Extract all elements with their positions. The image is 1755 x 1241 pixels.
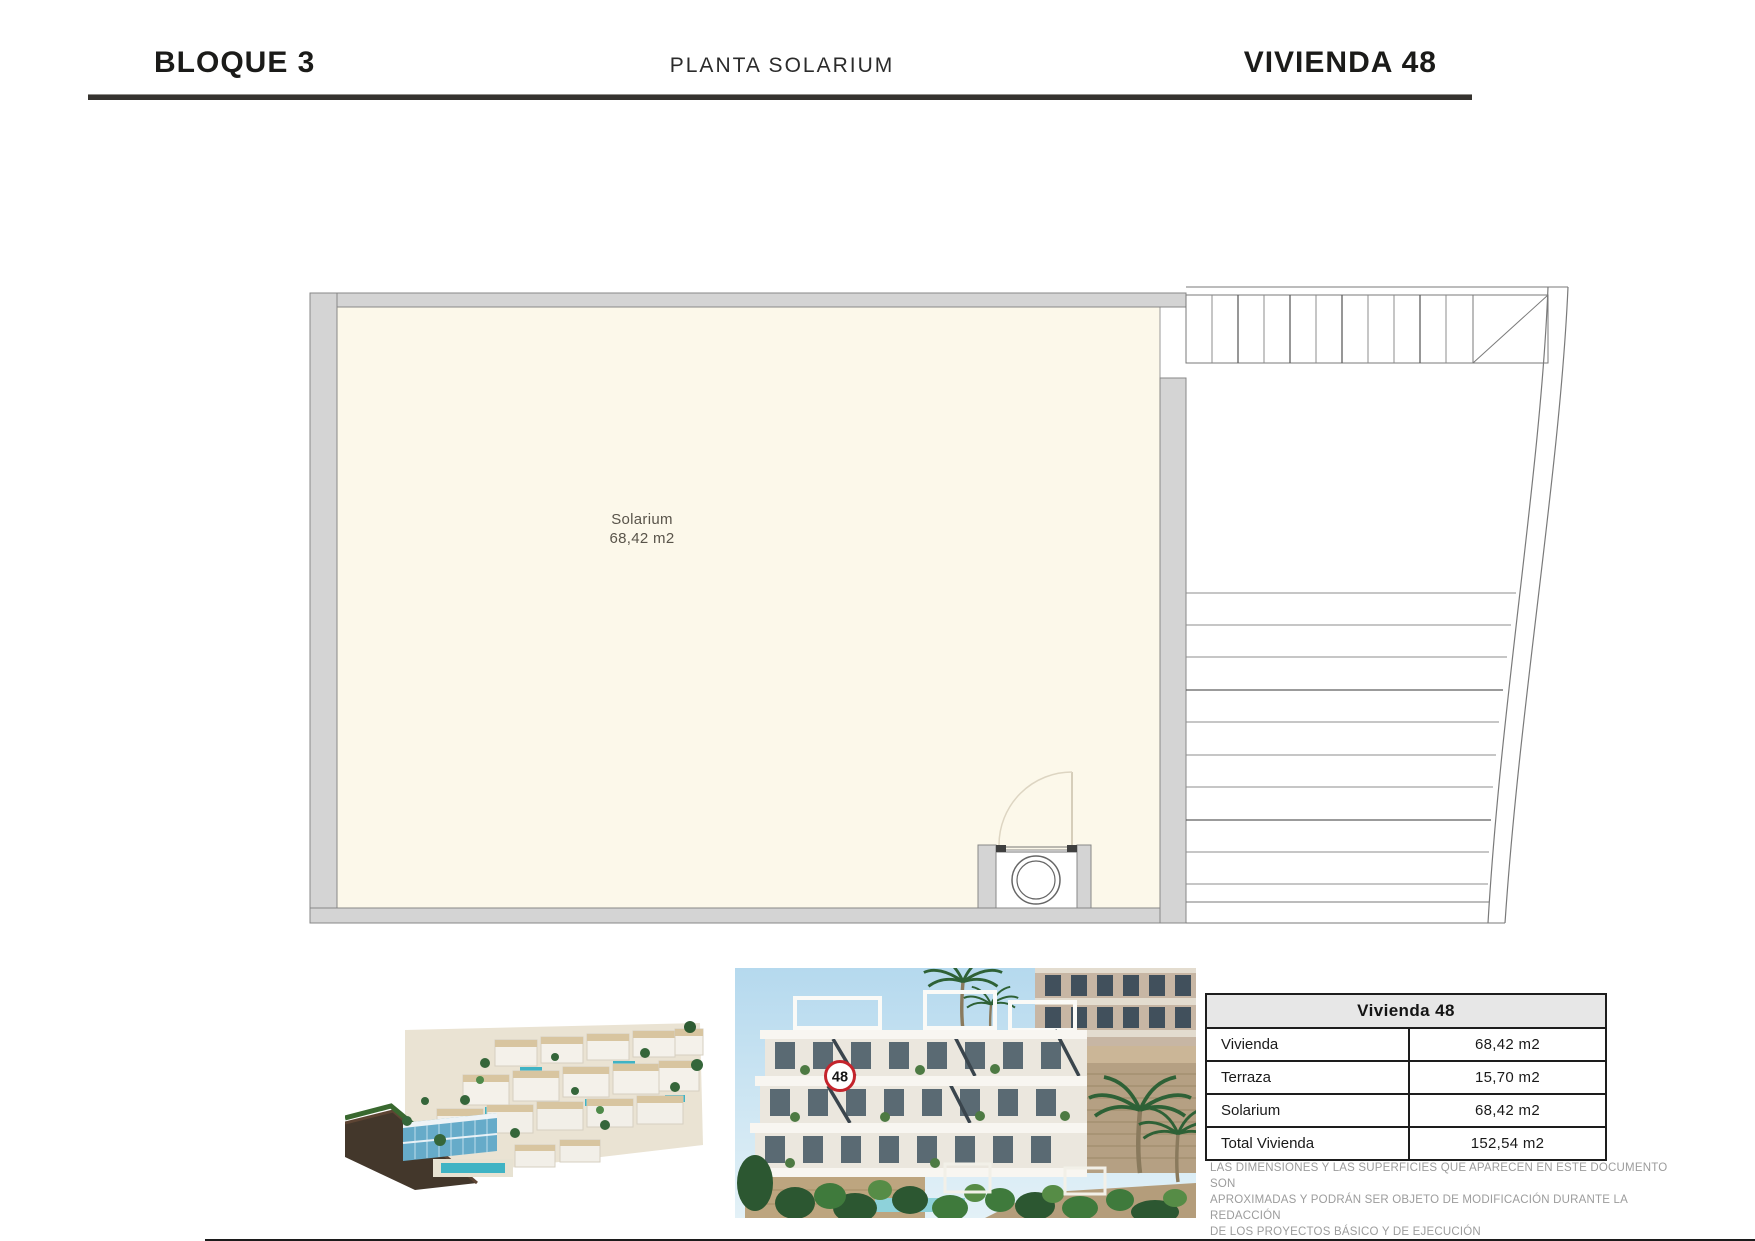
row-value: 68,42 m2 (1475, 1102, 1540, 1119)
disclaimer-line: DE LOS PROYECTOS BÁSICO Y DE EJECUCIÓN (1210, 1226, 1481, 1238)
row-label: Vivienda (1207, 1029, 1410, 1060)
floor-plan (280, 280, 1600, 930)
row-label: Total Vivienda (1207, 1128, 1410, 1159)
building-render-image (735, 968, 1196, 1218)
unit-badge-number: 48 (831, 1069, 849, 1086)
row-label: Terraza (1207, 1062, 1410, 1093)
block-title: BLOQUE 3 (154, 46, 316, 79)
disclaimer-line: LAS DIMENSIONES Y LAS SUPERFICIES QUE APARECEN EN ESTE DOCUMENTO SON (1210, 1162, 1668, 1190)
summary-table-title: Vivienda 48 (1357, 1001, 1455, 1020)
summary-table-header (1207, 995, 1605, 1029)
row-value: 68,42 m2 (1475, 1036, 1540, 1053)
table-row (1207, 1029, 1605, 1062)
stairwell (1186, 287, 1568, 923)
disclaimer-line: APROXIMADAS Y PODRÁN SER OBJETO DE MODIFICACIÓN DURANTE LA REDACCIÓN (1210, 1194, 1628, 1222)
row-value: 15,70 m2 (1475, 1069, 1540, 1086)
unit-title: VIVIENDA 48 (1243, 46, 1437, 79)
table-row (1207, 1128, 1605, 1159)
solarium-room (310, 293, 1186, 923)
utility-room (978, 845, 1091, 908)
aerial-render-image (345, 1005, 705, 1190)
table-row (1207, 1062, 1605, 1095)
disclaimer (1210, 1160, 1670, 1240)
unit-badge (826, 1062, 855, 1091)
fixture-circle-icon (1012, 856, 1060, 904)
summary-table (1205, 993, 1607, 1161)
plan-title: PLANTA SOLARIUM (669, 54, 895, 77)
room-label: Solarium (611, 511, 673, 528)
row-value: 152,54 m2 (1470, 1135, 1545, 1152)
header-rule (88, 94, 1472, 100)
table-row (1207, 1095, 1605, 1128)
room-area-label: 68,42 m2 (609, 530, 675, 547)
row-label: Solarium (1207, 1095, 1410, 1126)
